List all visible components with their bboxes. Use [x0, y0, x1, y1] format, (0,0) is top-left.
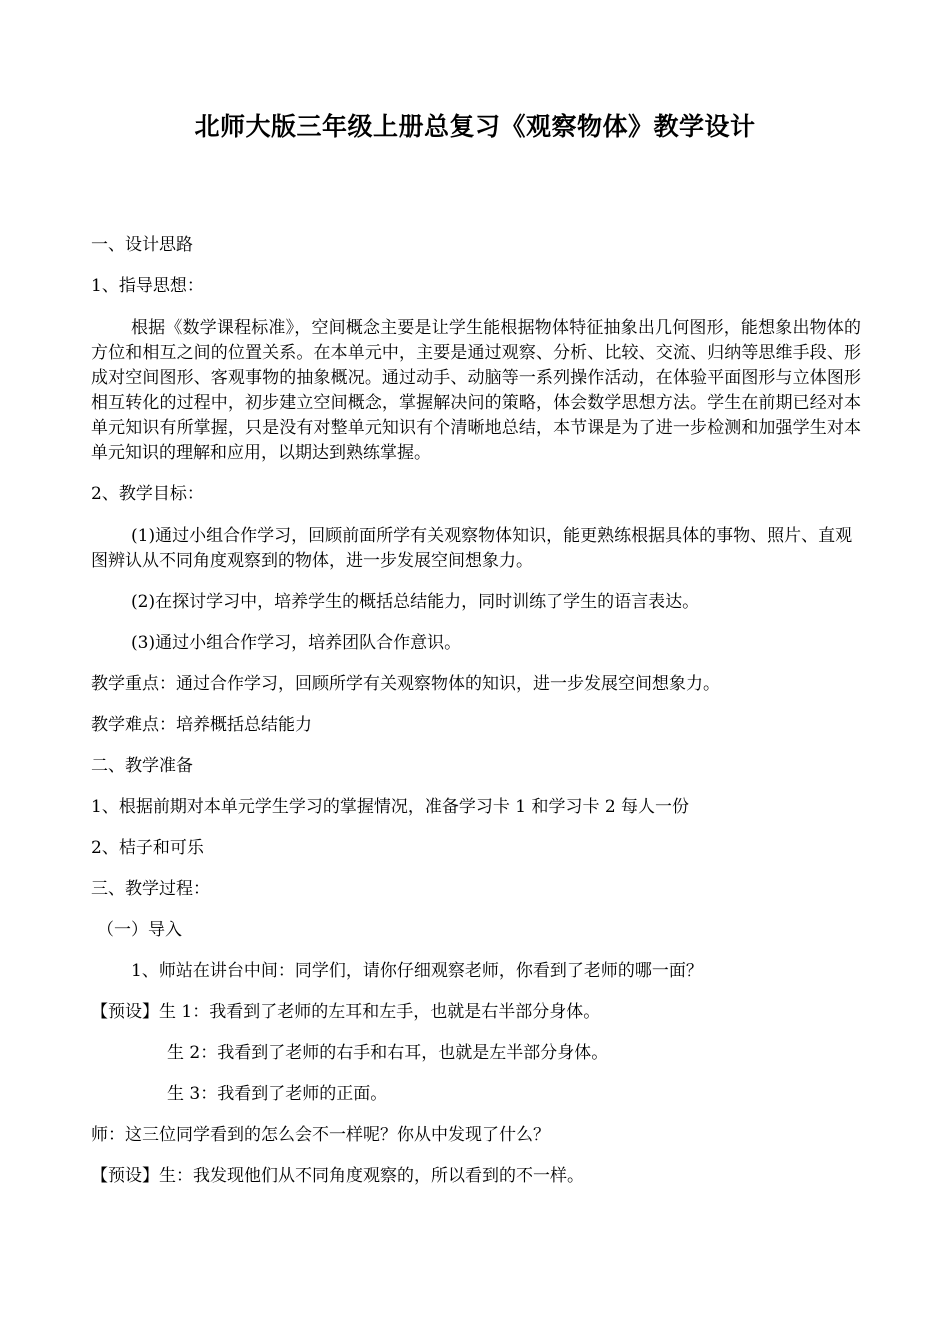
process-step-1: 1、师站在讲台中间：同学们，请你仔细观察老师，你看到了老师的哪一面？: [131, 960, 703, 981]
teaching-goal-3: (3)通过小组合作学习，培养团队合作意识。: [131, 632, 462, 653]
teacher-question: 师：这三位同学看到的怎么会不一样呢？你从中发现了什么？: [91, 1124, 550, 1145]
preset-answer-3: 生 3：我看到了老师的正面。: [167, 1083, 388, 1104]
section-heading-preparation: 二、教学准备: [91, 755, 193, 776]
preset-answer-4: 【预设】生：我发现他们从不同角度观察的，所以看到的不一样。: [91, 1165, 584, 1186]
teaching-goal-2: (2)在探讨学习中，培养学生的概括总结能力，同时训练了学生的语言表达。: [131, 591, 700, 612]
document-body: [91, 234, 861, 1206]
preparation-item-1: 1、根据前期对本单元学生学习的掌握情况，准备学习卡 1 和学习卡 2 每人一份: [91, 796, 690, 817]
preparation-item-2: 2、桔子和可乐: [91, 837, 204, 858]
section-heading-process: 三、教学过程：: [91, 878, 210, 899]
subheading-teaching-goals: 2、教学目标：: [91, 483, 204, 504]
document-title: 北师大版三年级上册总复习《观察物体》教学设计: [194, 112, 756, 141]
section-heading-design-idea: 一、设计思路: [91, 235, 193, 255]
subheading-guiding-thought: 1、指导思想：: [91, 275, 204, 296]
preset-answer-2: 生 2：我看到了老师的右手和右耳，也就是左半部分身体。: [167, 1042, 609, 1063]
teaching-key-point: 教学重点：通过合作学习，回顾所学有关观察物体的知识，进一步发展空间想象力。: [91, 673, 720, 694]
subheading-introduction: （一）导入: [97, 919, 182, 940]
teaching-difficulty: 教学难点：培养概括总结能力: [91, 714, 312, 735]
teaching-goal-1: (1)通过小组合作学习，回顾前面所学有关观察物体知识，能更熟练根据具体的事物、照片、直观图辨认从不同角度观察到的物体，进一步发展空间想象力。: [91, 525, 853, 571]
paragraph-guiding-thought: 根据《数学课程标准》，空间概念主要是让学生能根据物体特征抽象出几何图形，能想象出物体的方位和相互之间的位置关系。在本单元中，主要是通过观察、分析、比较、交流、归纳等思维手段、形成对空间图形、客观事物的抽象概况。通过动手、动脑等一系列操作活动，在体验平面图形与立体图形相互转化的过程中，初步建立空间概念，掌握解决问的策略，体会数学思想方法。学生在前期已经对本单元知识有所掌握，只是没有对整单元知识有个清晰地总结，本节课是为了进一步检测和加强学生对本单元知识的理解和应用，以期达到熟练掌握。: [91, 317, 861, 463]
preset-answer-1: 【预设】生 1：我看到了老师的左耳和左手，也就是右半部分身体。: [91, 1001, 601, 1022]
